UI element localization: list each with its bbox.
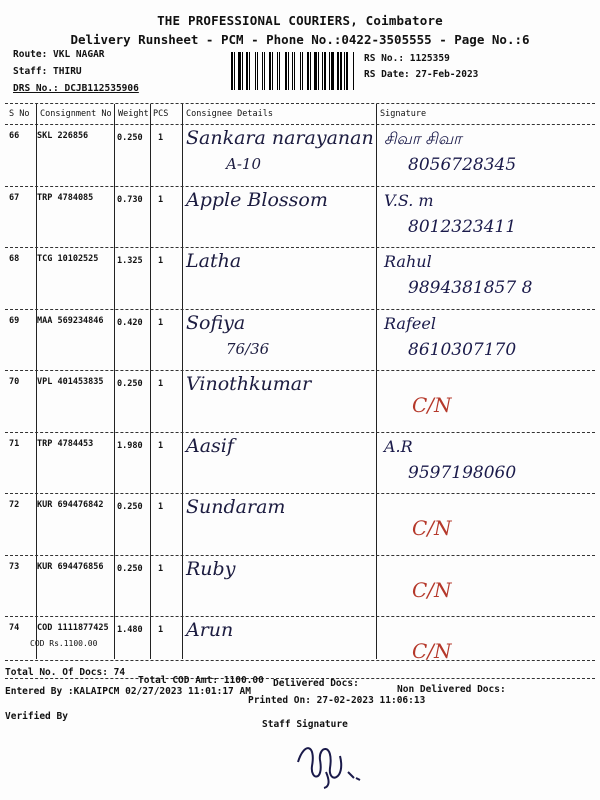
row-pcs: 1: [158, 625, 164, 635]
row-consignment: KUR 694476856: [37, 561, 104, 572]
row-consignee-extra: A-10: [226, 155, 261, 173]
total-docs: Total No. Of Docs: 74: [5, 667, 126, 678]
row-consignment: COD 1111877425: [37, 623, 109, 633]
row-consignee: Latha: [186, 250, 242, 272]
row-pcs: 1: [158, 133, 164, 143]
row-recipient-signature: V.S. m: [384, 190, 434, 210]
row-pcs: 1: [158, 502, 164, 512]
table-top-line: [5, 103, 595, 104]
row-cn-mark: C/N: [412, 577, 452, 602]
row-consignee: Aasif: [186, 434, 234, 457]
row-weight: 0.250: [117, 563, 143, 574]
row-pcs: 1: [158, 563, 164, 574]
row-consignee: Sofiya: [186, 311, 246, 334]
table-row: [0, 125, 600, 187]
row-consignee-extra: 76/36: [226, 339, 270, 358]
col-weight: Weight: [118, 109, 149, 119]
barcode-image: [231, 52, 355, 90]
row-recipient-phone: 8610307170: [408, 339, 517, 360]
company-title: THE PROFESSIONAL COURIERS, Coimbatore: [157, 13, 443, 28]
row-recipient-signature: Rafeel: [384, 313, 436, 333]
row-sno: 74: [9, 623, 20, 633]
printed-on: Printed On: 27-02-2023 11:06:13: [248, 695, 426, 706]
row-pcs: 1: [158, 379, 164, 389]
row-cn-mark: C/N: [412, 393, 452, 417]
rs-number: RS No.: 1125359: [364, 53, 450, 64]
verified-by: Verified By: [5, 711, 68, 722]
row-pcs: 1: [158, 440, 164, 451]
row-sno: 69: [9, 315, 20, 326]
total-cod: Total COD Amt: 1100.00: [138, 675, 264, 686]
row-weight: 0.250: [117, 133, 143, 143]
row-consignee: Sundaram: [186, 496, 286, 518]
row-consignee: Sankara narayanan: [186, 127, 374, 149]
row-cn-mark: C/N: [412, 516, 452, 540]
table-bottom-line: [5, 660, 595, 661]
row-consignment: TRP 4784085: [37, 192, 94, 203]
col-pcs: PCS: [153, 109, 169, 119]
row-weight: 0.250: [117, 502, 143, 512]
drs-number: DRS No.: DCJB112535906: [13, 83, 139, 94]
table-row: [0, 248, 600, 310]
non-delivered-docs: Non Delivered Docs:: [397, 684, 506, 695]
delivered-docs: Delivered Docs:: [273, 678, 359, 689]
staff-label: Staff: THIRU: [13, 66, 82, 77]
row-weight: 0.420: [117, 317, 143, 328]
table-row: [0, 187, 600, 249]
row-consignment: KUR 694476842: [37, 500, 104, 510]
row-recipient-phone: 8012323411: [408, 216, 517, 237]
row-weight: 1.480: [117, 625, 143, 635]
row-sno: 67: [9, 192, 20, 203]
row-weight: 0.250: [117, 379, 143, 389]
row-sno: 70: [9, 377, 20, 387]
runsheet-subtitle: Delivery Runsheet - PCM - Phone No.:0422-3505555 - Page No.:6: [70, 32, 530, 47]
row-sno: 71: [9, 438, 20, 449]
row-sno: 73: [9, 561, 20, 572]
row-consignment: MAA 569234846: [37, 315, 104, 326]
col-consignment: Consignment No: [40, 109, 112, 119]
table-row: [0, 433, 600, 495]
row-recipient-phone: 8056728345: [408, 155, 517, 175]
row-sno: 66: [9, 131, 20, 141]
row-consignee: Ruby: [186, 557, 236, 580]
row-pcs: 1: [158, 317, 164, 328]
row-weight: 1.980: [117, 440, 143, 451]
table-row: [0, 494, 600, 556]
rs-date: RS Date: 27-Feb-2023: [364, 69, 479, 80]
row-consignment: VPL 401453835: [37, 377, 104, 387]
row-consignee: Vinothkumar: [186, 373, 312, 395]
route-label: Route: VKL NAGAR: [13, 49, 105, 60]
row-consignment: TCG 10102525: [37, 254, 99, 264]
row-recipient-signature: Rahul: [384, 252, 432, 271]
row-pcs: 1: [158, 194, 164, 205]
row-sno: 68: [9, 254, 20, 264]
entered-by: Entered By :KALAIPCM 02/27/2023 11:01:17 AM: [5, 686, 251, 697]
row-weight: 1.325: [117, 256, 143, 266]
row-pcs: 1: [158, 256, 164, 266]
table-row: [0, 310, 600, 372]
row-weight: 0.730: [117, 194, 143, 205]
row-cn-mark: C/N: [412, 639, 452, 663]
row-recipient-phone: 9597198060: [408, 462, 517, 483]
row-cod-amount: COD Rs.1100.00: [30, 639, 98, 648]
staff-signature-scribble: [290, 732, 370, 790]
row-consignee: Apple Blossom: [186, 188, 328, 211]
staff-signature-label: Staff Signature: [262, 719, 348, 730]
row-recipient-signature: A.R: [384, 436, 413, 456]
row-sno: 72: [9, 500, 20, 510]
table-row: [0, 371, 600, 433]
row-consignment: TRP 4784453: [37, 438, 94, 449]
table-row: [0, 556, 600, 618]
col-consignee: Consignee Details: [186, 109, 273, 119]
row-consignment: SKL 226856: [37, 131, 89, 141]
row-recipient-phone: 9894381857 8: [408, 278, 533, 298]
row-consignee: Arun: [186, 619, 234, 641]
col-sno: S No: [9, 109, 30, 119]
row-recipient-signature: சிவா சிவா: [384, 129, 462, 148]
col-signature: Signature: [380, 109, 427, 119]
